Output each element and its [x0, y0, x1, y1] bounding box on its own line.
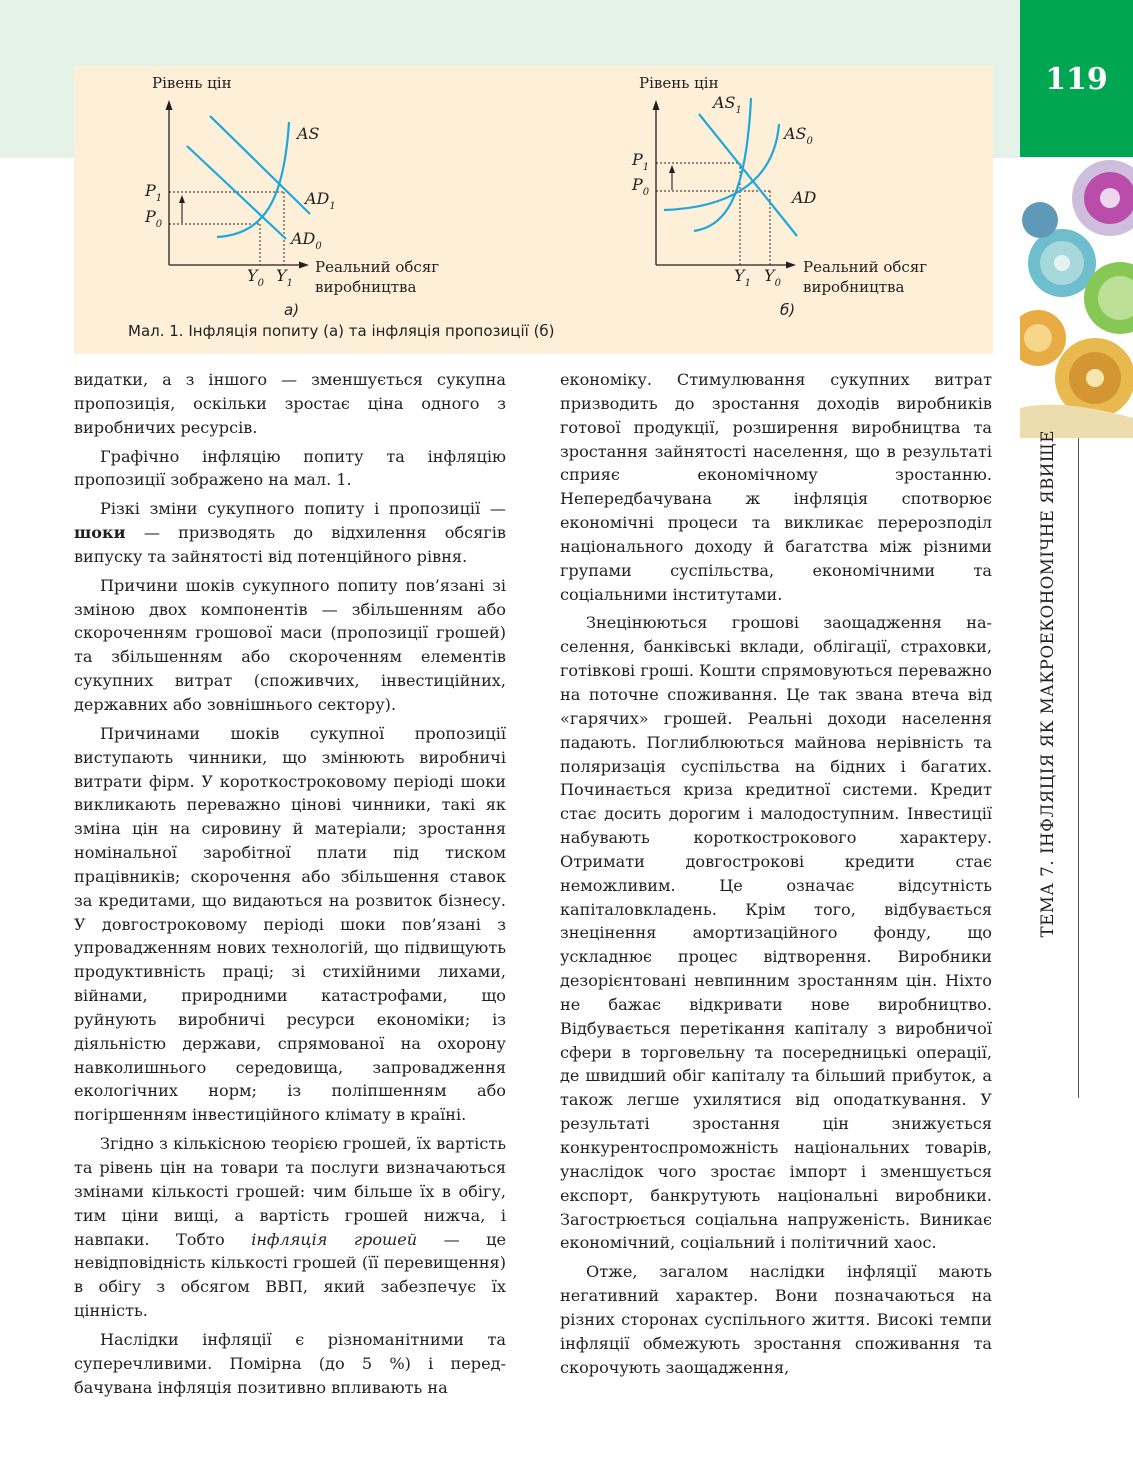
chart-b-xlabel-1: Реальний обсяг [803, 258, 928, 276]
chart-b-y0-sub: 0 [774, 278, 781, 289]
chart-b-x-arrow [786, 262, 796, 269]
chart-b-as0-curve [664, 124, 779, 210]
paragraph-text: Різкі зміни сукупного попиту і пропозиції — [100, 499, 506, 519]
paragraph [74, 1132, 506, 1323]
svg-text:Y0 [247, 266, 265, 289]
paragraph-text: — це невідповідність кількості грошей (її перевищення) в обігу з обсягом ВВП, який забезпечує їх цінність. [74, 1229, 507, 1321]
term-shocks: шоки [74, 523, 126, 543]
gears-illustration [1020, 158, 1133, 438]
chart-b-as1-sub: 1 [735, 105, 742, 116]
figure-graphs [74, 66, 993, 354]
chart-a [144, 74, 439, 319]
chart-b-p1-label: P [632, 150, 643, 169]
text-column-right [560, 368, 992, 1379]
chart-a-x-arrow [299, 262, 309, 269]
svg-text:Y1 [276, 266, 293, 289]
paragraph: економіку. Стимулювання сукупних витрат призводить до зростання доходів виробників готової продукції, розширення виробництва та зростання зайнятості населення, що в результаті сприяє економічному зростанню. Непередбачувана ж інфляція спотворює економічні процеси та викликає перерозподіл національного доходу й багатства між різними групами суспільства, економічними та соціальними інститутами. [560, 370, 992, 604]
chart-a-as-label: AS [297, 124, 320, 143]
svg-text:AS1 [711, 93, 742, 116]
chart-b-panel-label: б) [780, 301, 796, 319]
chart-b-y1-sub: 1 [744, 278, 751, 289]
svg-text:AD0 [289, 229, 322, 252]
chart-a-ylabel: Рівень цін [152, 74, 232, 92]
term-money-inflation: інфляція грошей [251, 1229, 418, 1249]
paragraph: Причинами шоків сукупної пропозиції виступають чинники, що змінюють виробничі витрати фірм. У короткостроковому періоді шоки викликають переважно цінові чинники, такі як зміна цін на сировину й матеріали; зростання номінальної заробітної плати під тиском працівників; скорочення або збільшення ставок за кредитами, що видаються на розвиток бізнесу. У довгостроковому періоді шоки пов’язані з упровадженням нових технологій, що підвищують продуктивність праці; зі стихійними лихами, війнами, природними катастрофами, що руйнують виробничі ресурси економіки; із діяльністю держави, спрямованої на охорону навколишнього середовища, запровадження екологічних норм; із поліпшенням або погіршенням інвестиційного клімату в країні. [74, 723, 506, 1125]
chart-b-y0-label: Y [764, 266, 775, 285]
chart-b-as0-sub: 0 [806, 136, 813, 147]
chart-a-p1-sub: 1 [155, 193, 163, 204]
chart-b-y-arrow [653, 100, 660, 110]
chart-a-p0-label: P [145, 207, 156, 226]
chart-b [631, 74, 927, 319]
chart-a-ad1-curve [210, 116, 310, 214]
chart-a-p0-sub: 0 [155, 219, 163, 230]
svg-text:P1 [144, 181, 162, 204]
chart-a-p1-label: P [145, 181, 156, 200]
paragraph-text: — призводять до відхилення обсягів випуску та зайнятості від потенційного рівня. [74, 523, 506, 566]
chart-b-ylabel: Рівень цін [639, 74, 719, 92]
svg-text:AD1 [303, 189, 336, 212]
svg-text:P1 [631, 150, 649, 173]
chart-a-xlabel-1: Реальний обсяг [315, 258, 440, 276]
svg-text:Y0 [764, 266, 782, 289]
chart-a-y1-sub: 1 [286, 278, 293, 289]
paragraph: Наслідки інфляції є різноманітними та суперечливими. Помірна (до 5 %) і передбачувана інфляція позитивно впливають на [74, 1329, 506, 1397]
svg-text:Y1 [734, 266, 751, 289]
chart-a-price-arrowhead [179, 195, 185, 203]
paragraph [74, 497, 506, 569]
running-title: ТЕМА 7. ІНФЛЯЦІЯ ЯК МАКРОЕКОНОМІЧНЕ ЯВИЩЕ [1038, 430, 1057, 938]
chart-b-p0-sub: 0 [642, 187, 650, 198]
chart-b-ad-label: AD [792, 188, 817, 207]
chart-b-as0-label: AS [784, 124, 807, 143]
chart-b-p0-label: P [632, 175, 643, 194]
chart-a-y1-label: Y [276, 266, 287, 285]
figure-caption: Мал. 1. Інфляція попиту (а) та інфляція пропозиції (б) [128, 322, 555, 340]
page-number: 119 [1045, 62, 1108, 97]
chart-b-p1-sub: 1 [642, 162, 650, 173]
svg-text:P0 [631, 175, 650, 198]
chart-b-xlabel-2: виробництва [803, 278, 905, 296]
chart-a-ad0-label: AD [291, 229, 316, 248]
chart-b-y1-label: Y [734, 266, 745, 285]
chart-a-y0-sub: 0 [257, 278, 264, 289]
paragraph: Причини шоків сукупного попиту пов’язані зі зміною двох компонентів — збільшенням або скороченням грошової маси (пропозиції грошей) та збільшенням або скороченням елементів сукупних витрат (споживчих, інвестиційних, державних або зовнішнього сектору). [74, 575, 506, 714]
chart-a-ad0-curve [187, 146, 286, 239]
paragraph: видатки, а з іншого — зменшується сукупна пропозиція, оскільки зростає ціна одного з виробничих ресурсів. [74, 370, 506, 437]
chart-a-ad1-sub: 1 [329, 201, 336, 212]
svg-text:P0 [144, 207, 163, 230]
figure [74, 66, 993, 354]
chart-a-panel-label: а) [284, 301, 300, 319]
chart-a-ad0-sub: 0 [315, 241, 322, 252]
svg-text:AS0 [782, 124, 814, 147]
chart-a-xlabel-2: виробництва [315, 278, 417, 296]
paragraph-text: Згідно з кількісною теорією грошей, їх вартість та рівень цін на товари та послуги визначаються змінами кількості грошей: чим більше їх в обігу, тим ціни вищі, а вартість грошей нижча, і навпаки. Тобто [74, 1134, 506, 1249]
paragraph: Отже, загалом наслідки інфляції мають негативний характер. Вони позначаються на різних сторонах суспільного життя. Високі темпи інфляції обмежують зростання споживання та скорочують заощадження, [560, 1262, 992, 1377]
text-column-left [74, 368, 506, 1399]
chart-a-y-arrow [166, 100, 173, 110]
chart-b-price-arrowhead [669, 165, 675, 173]
paragraph: Графічно інфляцію попиту та інфляцію пропозиції зображено на мал. 1. [74, 446, 506, 490]
chart-b-as1-label: AS [713, 93, 736, 112]
chart-a-ad1-label: AD [305, 189, 330, 208]
chart-a-as-curve [217, 122, 289, 237]
chart-a-y0-label: Y [247, 266, 258, 285]
paragraph: Знецінюються грошові заощадження населення, банківські вклади, облігації, страховки, готівкові гроші. Кошти спрямовуються переважно на поточне споживання. Це так звана втеча від «гарячих» грошей. Реальні доходи населення падають. Поглиблюються майнова нерівність та поляризація суспільства на бідних і багатих. Починається криза кредитної системи. Кредит стає досить дорогим і малодоступним. Інвестиції набувають короткострокового характеру. Отримати довгострокові кредити стає неможливим. Це означає відсутність капіталовкладень. Крім того, відбувається знецінення амортизаційного фонду, що ускладнює процес відтворення. Виробники дезорієнтовані невпинним зростанням цін. Ніхто не бажає відкривати нове виробництво. Відбувається перетікання капіталу з виробничої сфери в торговельну та посередницькі операції, де швидший обіг капіталу та більший прибуток, а також легше ухилятися від оподаткування. У результаті зростання цін знижується конкурентоспроможність національних товарів, унаслідок чого зростає імпорт і зменшується експорт, банкрутують національні виробники. Загострюється соціальна напруженість. Виникає економічний, соціальний і політичний хаос. [560, 613, 992, 1253]
